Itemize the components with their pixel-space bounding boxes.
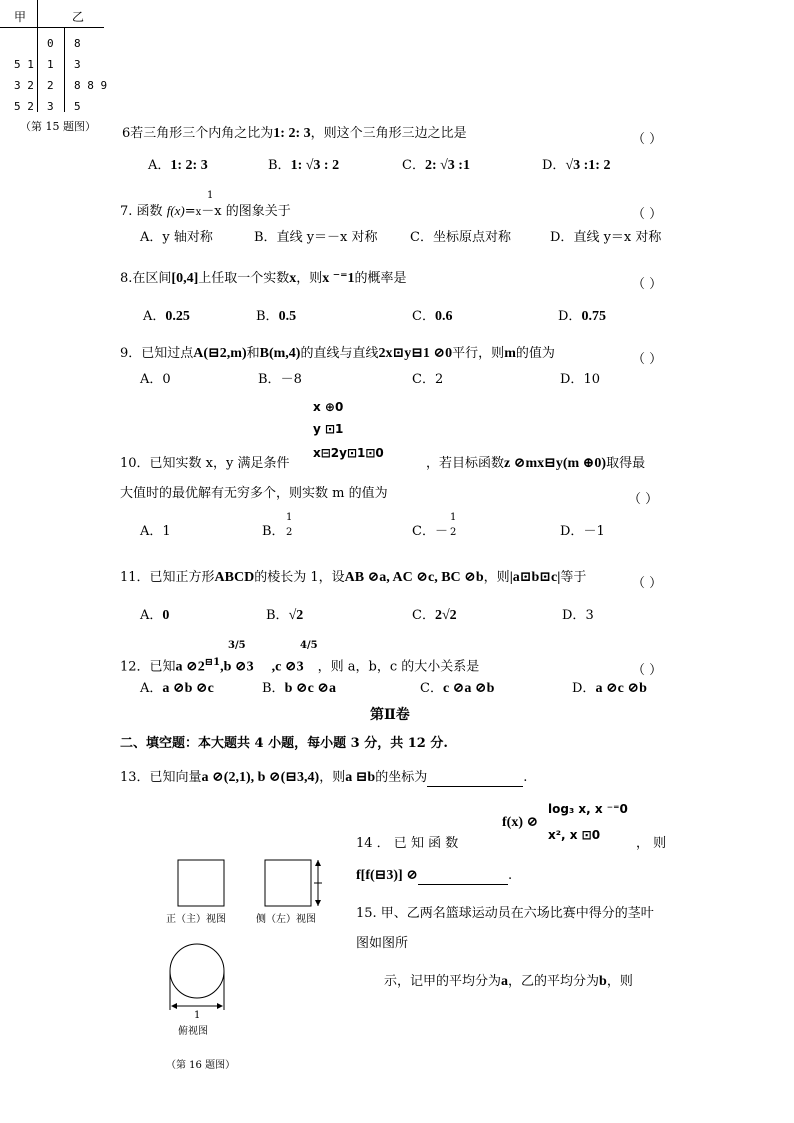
option-d[interactable]: 0.75 — [581, 309, 606, 324]
option-label: B． — [262, 524, 285, 539]
option-label: A． — [140, 230, 163, 245]
option-label: D． — [558, 309, 582, 324]
option-label: D． — [550, 230, 574, 245]
option-label: D． — [572, 681, 596, 696]
option-b[interactable]: √2 — [288, 608, 304, 623]
q9-tail2: 的值为 — [515, 346, 555, 361]
option-b-den[interactable]: 2 — [286, 527, 293, 538]
q9-tail: 平行，则 — [452, 346, 505, 361]
option-c[interactable]: 2: √3 :1 — [424, 158, 470, 173]
q14-piece-2: x², x ⊡0 — [548, 828, 601, 842]
front-view-square — [178, 860, 224, 906]
option-a[interactable]: 0 — [162, 608, 170, 623]
q7-pre: 函数 — [136, 204, 163, 219]
q7-fx: f(x) — [166, 203, 185, 218]
option-c[interactable]: 0.6 — [434, 309, 453, 324]
option-a[interactable]: 1 — [162, 524, 171, 539]
option-c-den[interactable]: 2 — [450, 527, 457, 538]
option-label: B． — [262, 681, 285, 696]
option-label: C． — [402, 158, 425, 173]
option-b[interactable]: 直线 y＝－x 对称 — [276, 230, 378, 245]
option-d[interactable]: －1 — [583, 524, 605, 539]
q10-mid: ，若目标函数 — [426, 456, 505, 471]
q11-pre: 11．已知正方形 — [120, 570, 215, 585]
q15-line2: 图如图所 — [356, 936, 409, 951]
option-label: C． — [412, 372, 435, 387]
q9-var: m — [504, 346, 516, 361]
q8-tail: 的概率是 — [354, 271, 407, 286]
figure-16-caption: （第 16 题图） — [166, 1060, 236, 1071]
q12-a-def: a ⊘2 — [175, 659, 205, 675]
top-view-label: 俯视图 — [178, 1026, 208, 1037]
q12-b-def: ,b ⊘3 — [220, 659, 254, 675]
q14-line1: 14 ． 已 知 函 数 — [356, 836, 459, 851]
option-b[interactable]: －8 — [280, 372, 302, 387]
option-d[interactable]: a ⊘c ⊘b — [595, 681, 647, 696]
q7-tail: －x 的图象关于 — [201, 204, 291, 219]
q7-number: 7. — [120, 204, 133, 219]
option-b-num: 1 — [286, 512, 293, 523]
q14-piece-1: log₃ x, x ⁻⁼0 — [548, 802, 628, 816]
dimension-label: 1 — [194, 1010, 201, 1021]
option-label: C． — [412, 608, 435, 623]
q7-frac-den: x — [195, 207, 202, 218]
option-label: D． — [562, 608, 586, 623]
answer-paren[interactable]: （ ） — [632, 352, 663, 367]
dim-arrow-right — [217, 1003, 223, 1009]
q8-cond: x ⁻⁼1 — [322, 271, 355, 286]
dim-arrow-top — [315, 860, 321, 866]
answer-paren[interactable]: （ ） — [632, 277, 663, 292]
stem-leaf-stem: 0 — [47, 37, 54, 50]
option-c-num: 1 — [450, 512, 457, 523]
q9-mid: 的直线与直线 — [300, 346, 379, 361]
option-label: D． — [560, 524, 584, 539]
option-label: C． — [420, 681, 443, 696]
q15-line1: 15. 甲、乙两名篮球运动员在六场比赛中得分的茎叶 — [356, 906, 654, 921]
stem-leaf-right-rule — [64, 28, 65, 112]
stem-leaf-right: 5 — [74, 100, 81, 113]
q8-interval: [0,4] — [171, 271, 199, 286]
option-c[interactable]: c ⊘a ⊘b — [442, 681, 495, 696]
option-label: C．－ — [412, 524, 448, 539]
option-a[interactable]: 0 — [162, 372, 171, 387]
q13-tail: 的坐标为 — [375, 770, 428, 785]
q11-name: ABCD — [214, 570, 255, 585]
option-label: A． — [143, 309, 166, 324]
side-view-square — [265, 860, 311, 906]
q8-pre: 8.在区间 — [120, 271, 172, 286]
q10-line2: 大值时的最优解有无穷多个，则实数 m 的值为 — [120, 486, 388, 501]
stem-leaf-left: 5 1 — [14, 58, 34, 71]
option-c[interactable]: 坐标原点对称 — [432, 230, 511, 245]
option-d[interactable]: 3 — [585, 608, 594, 623]
option-label: A． — [140, 608, 163, 623]
dim-arrow-left — [171, 1003, 177, 1009]
dim-arrow-bottom — [315, 900, 321, 906]
q12-tail: ，则 a，b，c 的大小关系是 — [317, 659, 480, 675]
q10-system-line1: x ⊕0 — [313, 400, 344, 414]
q10-tail: 取得最 — [606, 456, 646, 471]
option-label: D． — [560, 372, 584, 387]
option-b[interactable]: 0.5 — [278, 309, 297, 324]
q13-mid: ，则 — [319, 770, 346, 785]
q10-objective: z ⊘mx⊟y(m ⊕0) — [504, 456, 607, 471]
q9-and: 和 — [246, 346, 260, 361]
stem-leaf-head-left: 甲 — [14, 10, 27, 24]
stem-leaf-left: 3 2 — [14, 79, 34, 92]
option-a[interactable]: a ⊘b ⊘c — [162, 681, 214, 696]
q12-a-exponent: ⊟1 — [204, 657, 221, 668]
option-c[interactable]: 2 — [434, 372, 444, 387]
q15-var-b: b — [599, 974, 607, 989]
option-label: A． — [140, 524, 163, 539]
q8-mid: 上任取一个实数 — [198, 271, 290, 286]
option-label: B． — [268, 158, 291, 173]
q6-stem-tail: ，则这个三角形三边之比是 — [310, 126, 467, 141]
stem-leaf-right: 3 — [74, 58, 81, 71]
stem-leaf-stem: 2 — [47, 79, 54, 92]
option-a[interactable]: 1: 2: 3 — [170, 158, 208, 173]
q12-c-exponent: 4/5 — [300, 640, 318, 651]
q8-var: x — [289, 271, 297, 286]
q12-b-exponent: 3/5 — [228, 640, 246, 651]
answer-blank[interactable] — [418, 868, 508, 885]
option-label: C． — [412, 309, 435, 324]
q12-c-def: ,c ⊘3 — [271, 659, 304, 675]
q10-pre: 10．已知实数 x，y 满足条件 — [120, 456, 290, 471]
q11-mid2: ，则 — [483, 570, 510, 585]
q13-expr: a ⊟b — [345, 770, 376, 785]
q12-pre: 12．已知 — [120, 659, 176, 675]
top-view-circle — [170, 944, 224, 998]
q14-comma-then: ， 则 — [636, 836, 667, 851]
q7-frac-num: 1 — [207, 190, 214, 201]
option-d[interactable]: 直线 y＝x 对称 — [573, 230, 662, 245]
q11-vectors: AB ⊘a, AC ⊘c, BC ⊘b — [344, 570, 484, 585]
stem-leaf-head-right: 乙 — [72, 10, 85, 24]
q14-end: . — [507, 868, 513, 883]
q14-expr: f[f(⊟3)] ⊘ — [356, 868, 418, 883]
answer-paren[interactable]: （ ） — [632, 207, 663, 222]
answer-paren[interactable]: （ ） — [632, 132, 663, 147]
stem-leaf-left: 5 2 — [14, 100, 34, 113]
q7-eq: = — [184, 204, 196, 219]
q15-line3-pre: 示，记甲的平均分为 — [384, 974, 502, 989]
option-label: D． — [542, 158, 566, 173]
option-a[interactable]: y 轴对称 — [162, 230, 213, 245]
answer-paren[interactable]: （ ） — [628, 492, 659, 507]
option-d[interactable]: 10 — [583, 372, 600, 387]
option-label: A． — [140, 372, 163, 387]
stem-leaf-divider — [0, 27, 104, 28]
q10-system-line3: x⊟2y⊡1⊡0 — [313, 446, 384, 460]
stem-leaf-stem: 1 — [47, 58, 54, 71]
option-d[interactable]: √3 :1: 2 — [565, 158, 611, 173]
answer-paren[interactable]: （ ） — [632, 663, 663, 678]
stem-leaf-right: 8 8 9 — [74, 79, 108, 92]
q9-point-b: B(m,4) — [259, 346, 301, 361]
section-title: 第Ⅱ卷 — [370, 707, 410, 723]
section-heading: 二、填空题：本大题共 4 小题，每小题 3 分，共 12 分. — [120, 736, 448, 751]
q6-ratio: 1: 2: 3 — [273, 126, 311, 141]
stem-leaf-stem: 3 — [47, 100, 54, 113]
answer-paren[interactable]: （ ） — [632, 576, 663, 591]
front-view-label: 正（主）视图 — [166, 914, 226, 925]
q14-fx: f(x) ⊘ — [502, 815, 539, 830]
q9-line: 2x⊡y⊟1 ⊘0 — [378, 346, 453, 361]
q15-line3-tail: ，则 — [606, 974, 633, 989]
option-label: A． — [140, 681, 163, 696]
option-b[interactable]: 1: √3 : 2 — [290, 158, 340, 173]
option-label: B． — [258, 372, 281, 387]
q8-mid2: ，则 — [296, 271, 323, 286]
q13-pre: 13．已知向量 — [120, 770, 202, 785]
answer-blank[interactable] — [427, 770, 523, 787]
option-label: B． — [254, 230, 277, 245]
q11-tail: 等于 — [560, 570, 587, 585]
q9-pre: 9．已知过点 — [120, 346, 194, 361]
q15-var-a: a — [501, 974, 509, 989]
q10-system-line2: y ⊡1 — [313, 422, 344, 436]
q11-mid: 的棱长为 1，设 — [254, 570, 345, 585]
option-a[interactable]: 0.25 — [165, 309, 190, 324]
option-c[interactable]: 2√2 — [434, 608, 457, 623]
stem-leaf-right: 8 — [74, 37, 81, 50]
q9-point-a: A(⊟2,m) — [193, 346, 247, 361]
option-b[interactable]: b ⊘c ⊘a — [284, 681, 337, 696]
q13-end: . — [523, 770, 528, 785]
q6-stem: 6若三角形三个内角之比为 — [122, 126, 274, 141]
q13-vectors: a ⊘(2,1), b ⊘(⊟3,4) — [201, 770, 320, 785]
side-view-label: 侧（左）视图 — [256, 914, 316, 925]
option-label: B． — [266, 608, 289, 623]
option-label: A． — [148, 158, 171, 173]
stem-leaf-caption: （第 15 题图） — [20, 120, 96, 133]
q15-line3-mid: ，乙的平均分为 — [508, 974, 600, 989]
option-label: B． — [256, 309, 279, 324]
stem-leaf-left-rule — [37, 0, 38, 112]
option-label: C． — [410, 230, 433, 245]
q11-expr: |a⊡b⊡c| — [509, 570, 561, 585]
